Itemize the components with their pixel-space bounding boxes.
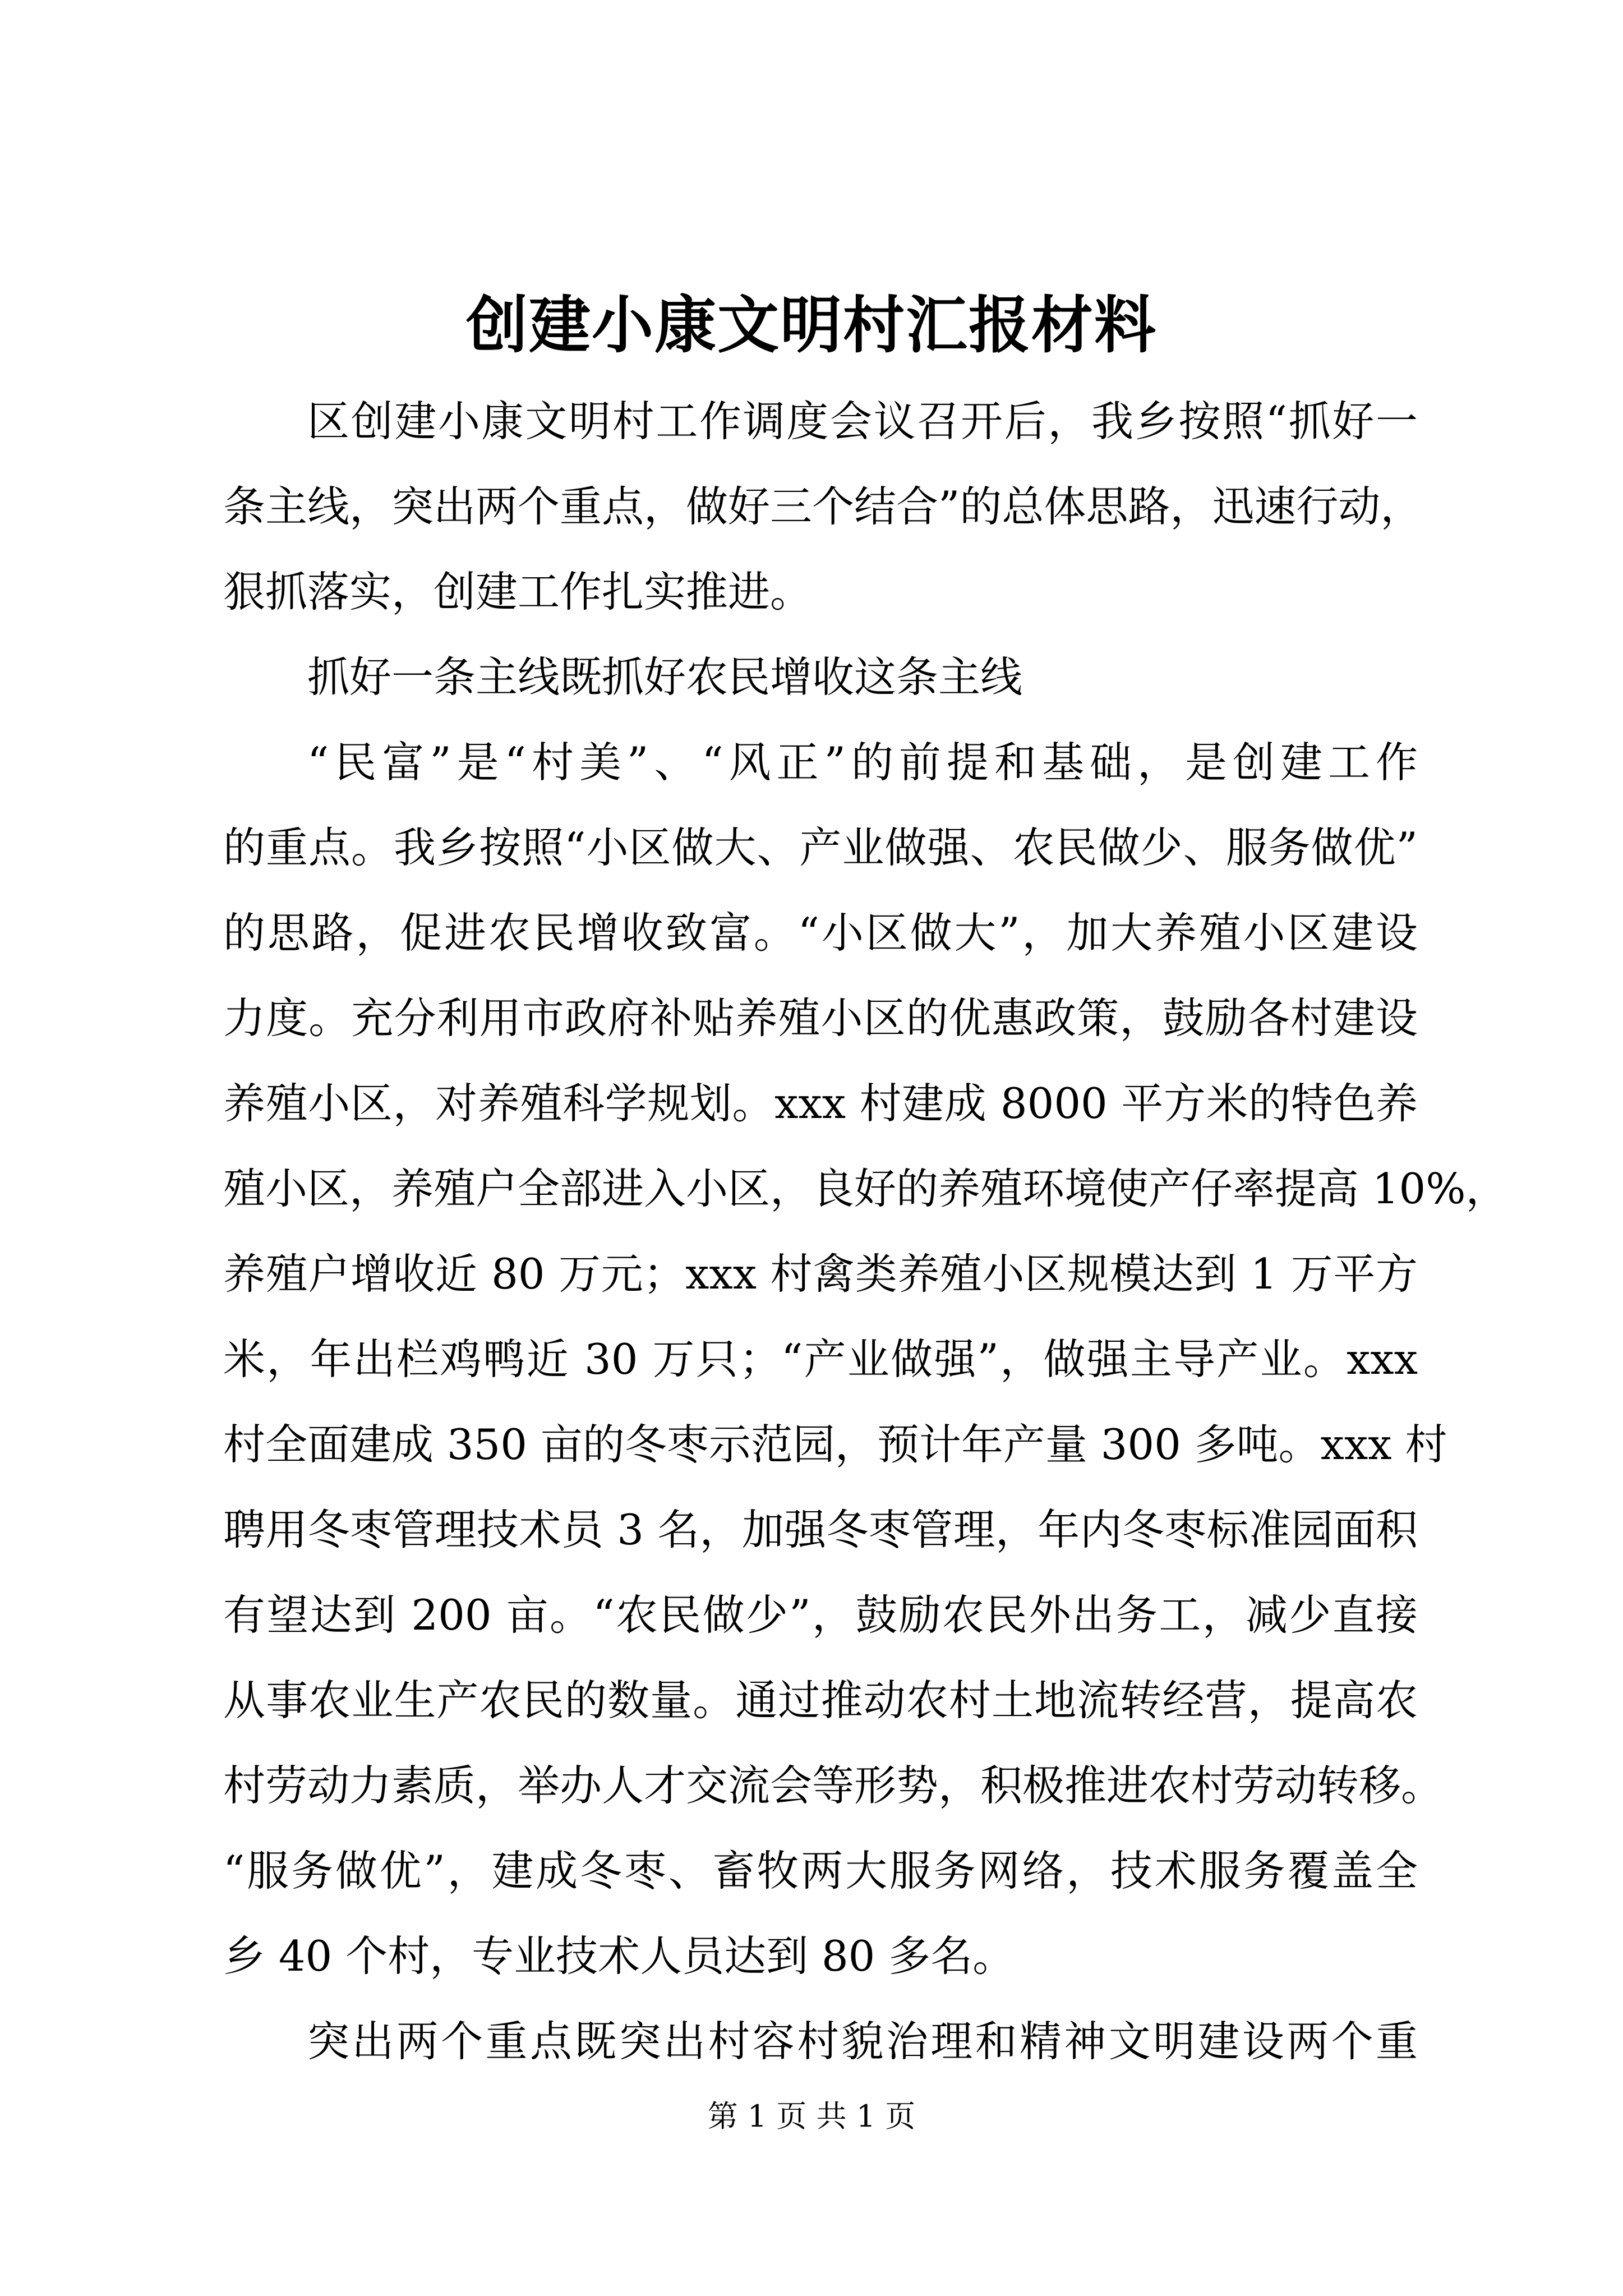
text-line: 的重点。我乡按照“小区做大、产业做强、农民做少、服务做优” [223,823,1418,872]
text-line: 有望达到 200 亩。“农民做少”，鼓励农民外出务工，减少直接 [223,1590,1418,1640]
paragraph [223,379,1423,634]
text-line: 条主线，突出两个重点，做好三个结合”的总体思路，迅速行动， [223,482,1423,531]
text-line: 从事农业生产农民的数量。通过推动农村土地流转经营，提高农 [223,1676,1418,1725]
text-line: 抓好一条主线既抓好农民增收这条主线 [307,652,1023,702]
text-line: 狠抓落实，创建工作扎实推进。 [223,567,813,616]
text-line: 村全面建成 350 亩的冬枣示范园，预计年产量 300 多吨。xxx 村 [223,1420,1447,1469]
text-line: 乡 40 个村，专业技术人员达到 80 多名。 [223,1931,1015,1981]
text-line: 聘用冬枣管理技术员 3 名，加强冬枣管理，年内冬枣标准园面积 [223,1505,1418,1554]
text-line: 养殖小区，对养殖科学规划。xxx 村建成 8000 平方米的特色养 [223,1079,1418,1128]
page-footer: 第 1 页 共 1 页 [707,2099,916,2134]
text-line: “民富”是“村美”、“风正”的前提和基础，是创建工作 [307,738,1418,787]
text-line: 养殖户增收近 80 万元；xxx 村禽类养殖小区规模达到 1 万平方 [223,1249,1418,1299]
document-body [223,379,1508,2084]
text-line: 殖小区，养殖户全部进入小区，良好的养殖环境使产仔率提高 10%， [223,1164,1508,1213]
paragraph [223,720,1508,1999]
text-line: 突出两个重点既突出村容村貌治理和精神文明建设两个重 [307,2017,1418,2066]
section-heading [223,1999,1418,2084]
text-line: 米，年出栏鸡鸭近 30 万只；“产业做强”，做强主导产业。xxx [223,1335,1418,1384]
text-line: 力度。充分利用市政府补贴养殖小区的优惠政策，鼓励各村建设 [223,993,1418,1043]
text-line: “服务做优”，建成冬枣、畜牧两大服务网络，技术服务覆盖全 [223,1846,1418,1895]
text-line: 的思路，促进农民增收致富。“小区做大”，加大养殖小区建设 [223,908,1418,958]
text-line: 区创建小康文明村工作调度会议召开后，我乡按照“抓好一 [307,397,1418,446]
document-title: 创建小康文明村汇报材料 [466,289,1157,361]
section-heading [223,634,1418,720]
text-line: 村劳动力素质，举办人才交流会等形势，积极推进农村劳动转移。 [223,1761,1444,1810]
